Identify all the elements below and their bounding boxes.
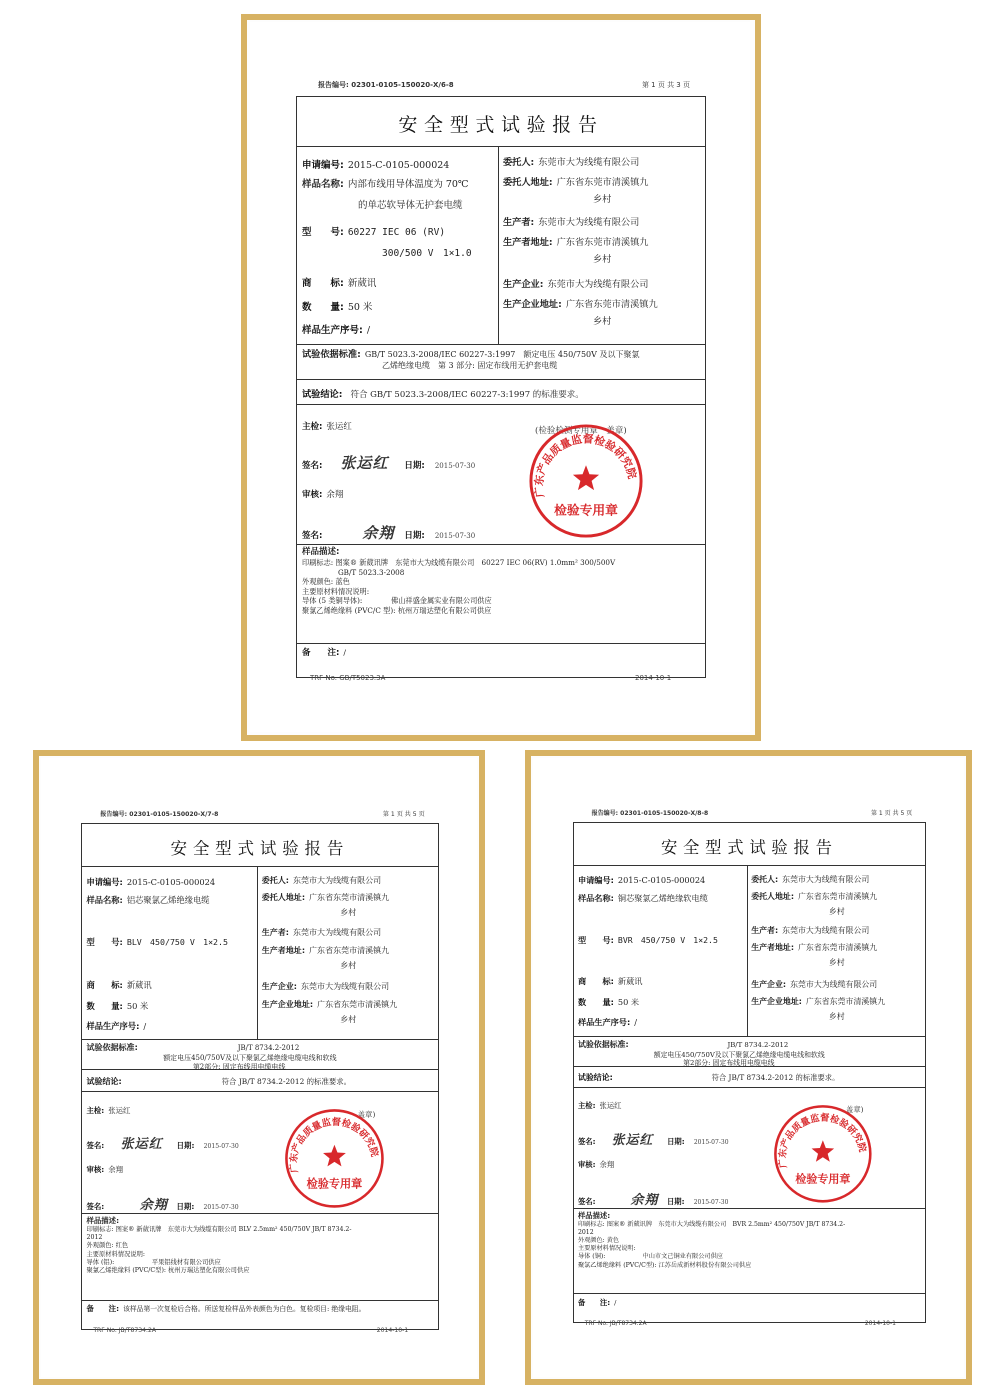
brand-label: 商 标: bbox=[86, 979, 123, 990]
official-seal bbox=[772, 1103, 874, 1205]
report-header bbox=[318, 80, 690, 92]
reviewer-signature: 余翔 bbox=[139, 1198, 168, 1214]
application-number-value: 2015-C-0105-000024 bbox=[347, 160, 450, 171]
model-line: 60227 IEC 06 (RV) bbox=[347, 227, 446, 238]
client-address-line: 广东省东莞市清溪镇九 bbox=[556, 177, 649, 188]
row-divider-title bbox=[82, 866, 438, 867]
sample-description-line: 主要原材料情况说明: bbox=[86, 1250, 145, 1258]
producer-address-line: 乡村 bbox=[593, 254, 612, 266]
sample-description-line: 2012 bbox=[86, 1234, 103, 1242]
row-divider-concl bbox=[82, 1091, 438, 1092]
sample-description-line: GB/T 5023.3-2008 bbox=[302, 567, 405, 577]
reviewer bbox=[86, 1164, 123, 1175]
date-label: 日期: bbox=[404, 461, 425, 471]
remark bbox=[578, 1298, 862, 1308]
sample-name-label: 样品名称: bbox=[577, 893, 614, 904]
producer-address-label: 生产者地址: bbox=[751, 943, 794, 953]
report-table bbox=[296, 96, 706, 678]
test-basis-line: 第2部分: 固定布线用电缆电线 bbox=[192, 1062, 286, 1071]
inspector-date: 2015-07-30 bbox=[434, 462, 476, 470]
signature-label: 签名: bbox=[86, 1141, 105, 1151]
sample-description-line: 导体 (铜): 中山市文己铜业有限公司供应 bbox=[577, 1253, 723, 1261]
row-divider-sign bbox=[297, 544, 705, 545]
report-title: 安全型式试验报告 bbox=[660, 837, 838, 857]
row-divider-top bbox=[297, 344, 705, 345]
sample-name bbox=[302, 179, 469, 213]
producer-value: 东莞市大为线缆有限公司 bbox=[782, 926, 870, 936]
test-conclusion-value: 符合 JB/T 8734.2-2012 的标准要求。 bbox=[711, 1072, 840, 1082]
factory-address-line: 广东省东莞市清溪镇九 bbox=[805, 996, 886, 1006]
test-basis-line: 第2部分: 固定布线用电缆电线 bbox=[683, 1059, 775, 1068]
reviewer-signature-row bbox=[302, 522, 475, 543]
producer-label: 生产者: bbox=[751, 926, 779, 936]
test-conclusion-value: 符合 GB/T 5023.3-2008/IEC 60227-3:1997 的标准要求。 bbox=[350, 390, 584, 400]
sample-description bbox=[86, 1216, 351, 1276]
seal-bottom-text: 检验专用章 bbox=[306, 1177, 362, 1191]
inspector-date: 2015-07-30 bbox=[203, 1143, 239, 1151]
test-conclusion-label: 试验结论: bbox=[577, 1072, 613, 1082]
inspector-signature: 张运红 bbox=[611, 1132, 654, 1148]
quantity-label: 数 量: bbox=[302, 302, 344, 313]
producer-value: 东莞市大为线缆有限公司 bbox=[538, 217, 640, 228]
row-divider-concl bbox=[297, 404, 705, 405]
report-header bbox=[100, 809, 424, 819]
test-basis-label: 试验依据标准: bbox=[86, 1043, 138, 1053]
sample-description-line: 外观颜色: 红色 bbox=[86, 1242, 129, 1250]
factory bbox=[503, 279, 649, 291]
test-basis bbox=[86, 1043, 336, 1071]
quantity bbox=[86, 1000, 148, 1012]
reviewer-value: 余翔 bbox=[108, 1165, 124, 1175]
remark-value: / bbox=[343, 648, 347, 657]
sample-description-line: 聚氯乙烯绝缘料 (PVC/C型): 杭州万瑞达塑化有限公司供应 bbox=[86, 1267, 250, 1275]
report-page-1 bbox=[250, 22, 750, 732]
reviewer-signature-row bbox=[86, 1194, 238, 1213]
client bbox=[262, 876, 381, 887]
brand bbox=[578, 976, 642, 987]
brand bbox=[86, 979, 151, 991]
model-line: BLV 450/750 V 1×2.5 bbox=[126, 936, 228, 947]
factory-address-line: 广东省东莞市清溪镇九 bbox=[565, 299, 658, 310]
signature-label: 签名: bbox=[577, 1136, 596, 1146]
serial-number-label: 样品生产序号: bbox=[86, 1020, 140, 1031]
factory bbox=[751, 980, 877, 991]
test-conclusion bbox=[578, 1072, 839, 1083]
producer-address-label: 生产者地址: bbox=[503, 237, 553, 248]
serial-number-value: / bbox=[143, 1020, 147, 1031]
remark-label: 备 注: bbox=[86, 1303, 120, 1313]
factory-address-line: 乡村 bbox=[593, 316, 612, 328]
factory-value: 东莞市大为线缆有限公司 bbox=[790, 979, 878, 989]
test-basis-line: JB/T 8734.2-2012 bbox=[727, 1041, 789, 1049]
date-label: 日期: bbox=[176, 1202, 195, 1212]
application-number-label: 申请编号: bbox=[302, 160, 344, 171]
model bbox=[86, 937, 228, 948]
sample-name-line: 铜芯聚氯乙烯绝缘软电缆 bbox=[617, 893, 708, 904]
test-conclusion-label: 试验结论: bbox=[86, 1076, 122, 1086]
factory-address-line: 乡村 bbox=[828, 1011, 845, 1021]
chief-inspector-label: 主检: bbox=[86, 1106, 105, 1116]
sample-description bbox=[302, 547, 615, 615]
factory-address bbox=[751, 997, 885, 1023]
sample-name-label: 样品名称: bbox=[86, 895, 123, 906]
serial-number-label: 样品生产序号: bbox=[302, 325, 363, 336]
seal-bottom-text: 检验专用章 bbox=[554, 503, 618, 519]
producer bbox=[503, 217, 639, 229]
reviewer bbox=[578, 1160, 614, 1170]
client-value: 东莞市大为线缆有限公司 bbox=[782, 874, 870, 884]
sample-description-line: 导体 (5 类铜导体): 佛山祥盛金属实业有限公司供应 bbox=[302, 596, 492, 606]
row-divider-top bbox=[574, 1036, 925, 1037]
sample-name-line: 内部布线用导体温度为 70℃ bbox=[347, 179, 469, 190]
producer-address-line: 乡村 bbox=[828, 958, 845, 968]
sample-description-line: 印刷标志: 图案® 新葳讯牌 东莞市大为线缆有限公司 60227 IEC 06(RV) 1.0mm² 300/500V bbox=[302, 558, 616, 568]
factory-value: 东莞市大为线缆有限公司 bbox=[301, 982, 390, 992]
producer bbox=[751, 926, 869, 937]
page-counter: 第 1 页 共 5 页 bbox=[871, 809, 913, 817]
serial-number bbox=[302, 322, 370, 336]
test-conclusion bbox=[86, 1076, 351, 1087]
factory-address-line: 广东省东莞市清溪镇九 bbox=[317, 999, 398, 1009]
factory-value: 东莞市大为线缆有限公司 bbox=[547, 279, 649, 290]
chief-inspector bbox=[86, 1105, 130, 1116]
serial-number-label: 样品生产序号: bbox=[577, 1016, 631, 1027]
row-divider-sign bbox=[574, 1208, 925, 1209]
producer-address-line: 乡村 bbox=[340, 960, 357, 970]
form-reference: TRF No. GB/T5023.3A bbox=[310, 674, 386, 682]
application-number-label: 申请编号: bbox=[577, 874, 614, 885]
serial-number-value: / bbox=[634, 1016, 638, 1027]
chief-inspector bbox=[578, 1101, 622, 1111]
factory-label: 生产企业: bbox=[751, 979, 787, 989]
sample-name-line: 的单芯软导体无护套电缆 bbox=[358, 199, 463, 211]
column-divider bbox=[257, 866, 258, 1039]
factory-address-label: 生产企业地址: bbox=[751, 996, 802, 1006]
test-basis-line: 额定电压450/750V及以下聚氯乙烯绝缘电缆电线和软线 bbox=[653, 1050, 825, 1059]
row-divider-desc bbox=[574, 1293, 925, 1294]
row-divider-title bbox=[297, 146, 705, 147]
inspector-signature-row bbox=[86, 1133, 238, 1152]
row-divider-top bbox=[82, 1039, 438, 1040]
row-divider-basis bbox=[297, 379, 705, 380]
application-number-value: 2015-C-0105-000024 bbox=[126, 876, 216, 887]
row-divider-title bbox=[574, 865, 925, 866]
sample-description-line: 导体 (铝): 平果铝线材有限公司供应 bbox=[86, 1259, 221, 1267]
sample-description-line: 聚氯乙烯绝缘料 (PVC/C 型): 杭州万瑞达塑化有限公司供应 bbox=[302, 605, 492, 615]
quantity bbox=[578, 997, 639, 1008]
factory-address bbox=[262, 1000, 397, 1026]
sample-description-line: 印刷标志: 图案® 新葳讯牌 东莞市大为线缆有限公司 BVR 2.5mm² 450/750V JB/T 8734.2- bbox=[577, 1220, 846, 1228]
report-number: 报告编号: 02301-0105-150020-X/6-8 bbox=[318, 81, 454, 89]
sample-description-line: 外观颜色: 黄色 bbox=[577, 1236, 620, 1244]
seal-bottom-text: 检验专用章 bbox=[795, 1172, 851, 1186]
reviewer-label: 审核: bbox=[302, 490, 323, 500]
form-reference: TRF No. JB/T8734.2A bbox=[584, 1320, 647, 1328]
report-title: 安全型式试验报告 bbox=[170, 838, 350, 858]
date-label: 日期: bbox=[176, 1141, 195, 1151]
test-basis bbox=[578, 1040, 825, 1068]
client-address-label: 委托人地址: bbox=[261, 893, 306, 903]
serial-number-value: / bbox=[366, 325, 371, 336]
official-seal bbox=[283, 1107, 386, 1210]
client-value: 东莞市大为线缆有限公司 bbox=[538, 157, 640, 168]
client-address bbox=[751, 892, 877, 918]
sample-description-label: 样品描述: bbox=[302, 547, 340, 557]
remark bbox=[86, 1304, 374, 1314]
client-address-label: 委托人地址: bbox=[751, 891, 794, 901]
model-line: BVR 450/750 V 1×2.5 bbox=[617, 934, 718, 945]
brand-label: 商 标: bbox=[577, 976, 614, 987]
brand-value: 新葳讯 bbox=[617, 976, 643, 987]
client-label: 委托人: bbox=[503, 157, 535, 168]
report-table bbox=[81, 823, 439, 1331]
factory-label: 生产企业: bbox=[503, 279, 544, 290]
producer bbox=[262, 928, 381, 939]
form-reference: TRF No. JB/T8734.2A bbox=[93, 1326, 157, 1334]
factory-address bbox=[503, 299, 658, 329]
report-number: 报告编号: 02301-0105-150020-X/7-8 bbox=[100, 810, 219, 818]
client-address-line: 广东省东莞市清溪镇九 bbox=[797, 891, 878, 901]
seal-graphic bbox=[527, 422, 645, 540]
remark-label: 备 注: bbox=[302, 648, 340, 658]
seal-graphic bbox=[772, 1103, 874, 1205]
form-date: 2014-10-1 bbox=[376, 1326, 409, 1334]
producer-address-line: 广东省东莞市清溪镇九 bbox=[556, 237, 649, 248]
application-number bbox=[86, 876, 215, 888]
quantity-value: 50 米 bbox=[347, 302, 373, 313]
reviewer-date: 2015-07-30 bbox=[203, 1204, 239, 1212]
reviewer-date: 2015-07-30 bbox=[434, 532, 476, 540]
model bbox=[578, 935, 718, 946]
reviewer-label: 审核: bbox=[86, 1165, 105, 1175]
date-label: 日期: bbox=[667, 1136, 685, 1146]
inspector-signature: 张运红 bbox=[340, 454, 389, 472]
reviewer-value: 余翔 bbox=[326, 490, 344, 500]
quantity bbox=[302, 299, 372, 313]
test-conclusion-value: 符合 JB/T 8734.2-2012 的标准要求。 bbox=[221, 1076, 352, 1086]
page-counter: 第 1 页 共 3 页 bbox=[641, 81, 690, 89]
test-conclusion bbox=[302, 386, 584, 400]
factory-label: 生产企业: bbox=[261, 982, 298, 992]
model-label: 型 号: bbox=[577, 934, 614, 945]
sample-description-line: 主要原材料情况说明: bbox=[302, 586, 370, 596]
client-address-line: 乡村 bbox=[828, 906, 845, 916]
client-label: 委托人: bbox=[751, 874, 779, 884]
model-label: 型 号: bbox=[302, 227, 344, 238]
sample-description-label: 样品描述: bbox=[86, 1215, 120, 1225]
form-date: 2014-10-1 bbox=[635, 674, 672, 682]
sample-name bbox=[86, 895, 209, 906]
reviewer-date: 2015-07-30 bbox=[693, 1199, 729, 1207]
producer-value: 东莞市大为线缆有限公司 bbox=[293, 928, 382, 938]
sample-description-line: 2012 bbox=[577, 1228, 594, 1236]
star-icon bbox=[811, 1140, 834, 1161]
sample-description-line: 印刷标志: 图案® 新葳讯牌 东莞市大为线缆有限公司 BLV 2.5mm² 450/750V JB/T 8734.2- bbox=[86, 1225, 352, 1233]
sample-description-line: 外观颜色: 蓝色 bbox=[302, 577, 350, 587]
inspector-date: 2015-07-30 bbox=[693, 1138, 729, 1146]
chief-inspector-value: 张运红 bbox=[326, 422, 352, 432]
stamp-annotation: (检验检测专用章 盖章) bbox=[535, 426, 627, 436]
client-address-line: 乡村 bbox=[593, 194, 612, 206]
reviewer bbox=[302, 488, 343, 500]
client-address-line: 乡村 bbox=[340, 908, 357, 918]
reviewer-value: 余翔 bbox=[599, 1159, 615, 1169]
test-basis-line: 乙烯绝缘电缆 第 3 部分: 固定布线用无护套电缆 bbox=[382, 361, 558, 371]
serial-number bbox=[578, 1017, 637, 1028]
signature-label: 签名: bbox=[302, 531, 323, 541]
row-divider-desc bbox=[82, 1300, 438, 1301]
client-value: 东莞市大为线缆有限公司 bbox=[293, 875, 382, 885]
row-divider-concl bbox=[574, 1087, 925, 1088]
test-conclusion-label: 试验结论: bbox=[302, 389, 343, 400]
producer-label: 生产者: bbox=[503, 217, 535, 228]
client-label: 委托人: bbox=[261, 875, 289, 885]
producer-address bbox=[751, 943, 877, 969]
row-divider-desc bbox=[297, 643, 705, 644]
seal-arc-text: 广东产品质量监督检验研究院 bbox=[777, 1112, 868, 1169]
reviewer-signature: 余翔 bbox=[630, 1193, 659, 1209]
row-divider-sign bbox=[82, 1213, 438, 1214]
report-header bbox=[592, 808, 913, 818]
reviewer-label: 审核: bbox=[577, 1159, 596, 1169]
application-number-label: 申请编号: bbox=[86, 876, 123, 887]
test-basis-line: JB/T 8734.2-2012 bbox=[237, 1044, 300, 1053]
signature-label: 签名: bbox=[86, 1202, 105, 1212]
factory-address-label: 生产企业地址: bbox=[261, 999, 314, 1009]
client bbox=[503, 157, 639, 169]
producer-address bbox=[503, 237, 649, 267]
sample-description bbox=[578, 1211, 845, 1270]
star-icon bbox=[573, 465, 599, 490]
model-line: 300/500 V 1×1.0 bbox=[382, 247, 472, 259]
producer-address-line: 广东省东莞市清溪镇九 bbox=[797, 943, 878, 953]
quantity-value: 50 米 bbox=[126, 1000, 149, 1011]
model bbox=[302, 227, 472, 261]
signature-label: 签名: bbox=[302, 461, 323, 471]
quantity-label: 数 量: bbox=[577, 996, 614, 1007]
remark bbox=[302, 648, 632, 659]
chief-inspector-label: 主检: bbox=[577, 1101, 596, 1111]
report-title: 安全型式试验报告 bbox=[398, 114, 604, 136]
test-basis-label: 试验依据标准: bbox=[577, 1040, 629, 1049]
chief-inspector-label: 主检: bbox=[302, 422, 323, 432]
brand-value: 新葳讯 bbox=[347, 278, 377, 289]
form-date: 2014-10-1 bbox=[864, 1320, 896, 1328]
quantity-label: 数 量: bbox=[86, 1000, 123, 1011]
brand bbox=[302, 275, 376, 289]
producer-address-label: 生产者地址: bbox=[261, 945, 306, 955]
stamp-annotation: 盖章) bbox=[846, 1104, 864, 1114]
client-address bbox=[262, 893, 389, 919]
sample-description-label: 样品描述: bbox=[577, 1210, 611, 1220]
factory-address-label: 生产企业地址: bbox=[503, 299, 562, 310]
report-table bbox=[573, 822, 926, 1324]
test-basis-line: GB/T 5023.3-2008/IEC 60227-3:1997 额定电压 450/750V 及以下聚氯 bbox=[364, 350, 640, 359]
chief-inspector-value: 张运红 bbox=[599, 1101, 622, 1111]
report-number: 报告编号: 02301-0105-150020-X/8-8 bbox=[591, 809, 709, 817]
client-address bbox=[503, 177, 649, 207]
sample-description-line: 主要原材料情况说明: bbox=[577, 1245, 636, 1253]
application-number-value: 2015-C-0105-000024 bbox=[617, 874, 706, 885]
remark-value: 该样品第一次复检后合格。所送复检样品外表颜色为白色。复检项目: 绝缘电阻。 bbox=[123, 1304, 366, 1313]
report-page-3 bbox=[533, 758, 964, 1377]
factory-address-line: 乡村 bbox=[340, 1014, 357, 1024]
seal-arc-text: 广东产品质量监督检验研究院 bbox=[288, 1116, 380, 1174]
factory bbox=[262, 982, 389, 993]
seal-arc-text: 广东产品质量监督检验研究院 bbox=[532, 432, 639, 499]
application-number bbox=[302, 157, 449, 171]
client bbox=[751, 875, 869, 886]
column-divider bbox=[498, 146, 499, 344]
official-seal bbox=[527, 422, 645, 540]
sample-name bbox=[578, 893, 708, 904]
application-number bbox=[578, 875, 705, 886]
remark-value: / bbox=[614, 1298, 617, 1307]
brand-value: 新葳讯 bbox=[126, 979, 152, 990]
producer-address bbox=[262, 946, 389, 972]
sample-name-line: 铝芯聚氯乙烯绝缘电缆 bbox=[126, 895, 210, 906]
date-label: 日期: bbox=[404, 531, 425, 541]
inspector-signature-row bbox=[578, 1129, 729, 1148]
reviewer-signature: 余翔 bbox=[362, 524, 395, 542]
model-label: 型 号: bbox=[86, 936, 123, 947]
quantity-value: 50 米 bbox=[617, 996, 640, 1007]
stamp-annotation: 盖章) bbox=[357, 1109, 376, 1119]
page-counter: 第 1 页 共 5 页 bbox=[382, 810, 425, 818]
test-basis bbox=[302, 349, 639, 371]
seal-graphic bbox=[283, 1107, 386, 1210]
sample-name-label: 样品名称: bbox=[302, 179, 344, 190]
client-address-line: 广东省东莞市清溪镇九 bbox=[309, 893, 390, 903]
inspector-signature-row bbox=[302, 452, 475, 473]
test-basis-label: 试验依据标准: bbox=[302, 349, 361, 360]
inspector-signature: 张运红 bbox=[120, 1137, 163, 1153]
report-page-2 bbox=[41, 758, 477, 1377]
test-basis-line: 额定电压450/750V及以下聚氯乙烯绝缘电缆电线和软线 bbox=[163, 1054, 337, 1063]
star-icon bbox=[323, 1145, 346, 1167]
chief-inspector-value: 张运红 bbox=[108, 1106, 131, 1116]
reviewer-signature-row bbox=[578, 1189, 728, 1208]
client-address-label: 委托人地址: bbox=[503, 177, 553, 188]
brand-label: 商 标: bbox=[302, 278, 344, 289]
sample-description-line: 聚氯乙烯绝缘料 (PVC/C型): 江苏岳成新材料股份有限公司供应 bbox=[577, 1261, 752, 1269]
serial-number bbox=[86, 1020, 146, 1032]
producer-address-line: 广东省东莞市清溪镇九 bbox=[309, 945, 390, 955]
producer-label: 生产者: bbox=[261, 928, 289, 938]
column-divider bbox=[747, 865, 748, 1036]
date-label: 日期: bbox=[666, 1197, 685, 1207]
chief-inspector bbox=[302, 420, 352, 432]
remark-label: 备 注: bbox=[577, 1297, 611, 1307]
signature-label: 签名: bbox=[577, 1197, 596, 1207]
